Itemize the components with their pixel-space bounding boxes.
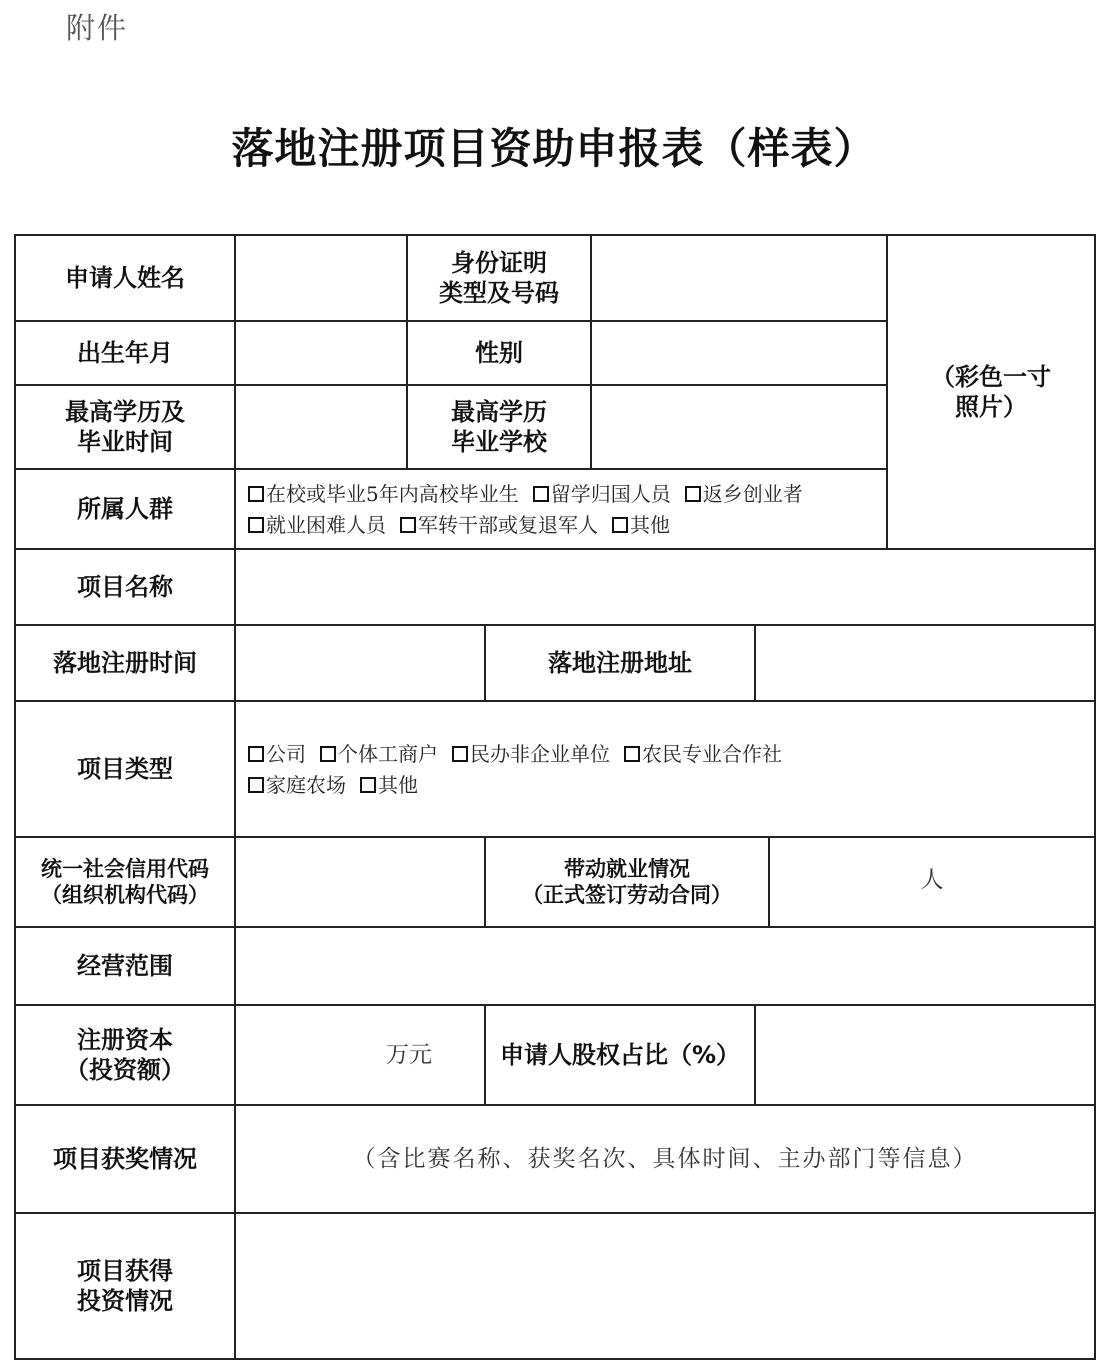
checkbox-icon bbox=[248, 746, 264, 762]
group-option-returnee[interactable]: 留学归国人员 bbox=[533, 479, 671, 509]
group-option-other[interactable]: 其他 bbox=[612, 510, 670, 540]
employment-unit: 人 bbox=[920, 867, 944, 893]
gender-label: 性别 bbox=[475, 339, 523, 367]
reg-time-field[interactable] bbox=[236, 626, 484, 700]
checkbox-icon bbox=[248, 486, 264, 502]
applicant-name-label: 申请人姓名 bbox=[65, 264, 185, 292]
checkbox-icon bbox=[624, 746, 640, 762]
project-name-label: 项目名称 bbox=[77, 573, 173, 601]
investment-label: 项目获得 投资情况 bbox=[77, 1257, 173, 1315]
group-option-veteran[interactable]: 军转干部或复退军人 bbox=[400, 510, 598, 540]
reg-address-field[interactable] bbox=[756, 626, 1094, 700]
checkbox-icon bbox=[360, 777, 376, 793]
awards-hint: （含比赛名称、获奖名次、具体时间、主办部门等信息） bbox=[352, 1145, 978, 1172]
checkbox-icon bbox=[248, 777, 264, 793]
attachment-label: 附件 bbox=[66, 11, 129, 45]
employment-label: 带动就业情况 （正式签订劳动合同） bbox=[522, 856, 732, 907]
checkbox-icon bbox=[320, 746, 336, 762]
investment-field[interactable] bbox=[236, 1214, 1094, 1358]
reg-address-label: 落地注册地址 bbox=[548, 649, 692, 677]
photo-placeholder[interactable]: （彩色一寸 照片） bbox=[931, 363, 1051, 421]
checkbox-icon bbox=[612, 517, 628, 533]
type-option-family-farm[interactable]: 家庭农场 bbox=[248, 770, 346, 800]
employment-field[interactable] bbox=[770, 838, 1094, 926]
id-type-field[interactable] bbox=[592, 236, 886, 320]
capital-field[interactable] bbox=[236, 1006, 484, 1104]
gender-field[interactable] bbox=[592, 322, 886, 384]
checkbox-icon bbox=[248, 517, 264, 533]
project-type-label: 项目类型 bbox=[77, 755, 173, 783]
checkbox-icon bbox=[452, 746, 468, 762]
capital-unit: 万元 bbox=[386, 1041, 432, 1068]
type-option-other[interactable]: 其他 bbox=[360, 770, 418, 800]
checkbox-icon bbox=[400, 517, 416, 533]
group-option-rural-return[interactable]: 返乡创业者 bbox=[685, 479, 803, 509]
application-form bbox=[14, 234, 1096, 1360]
equity-label: 申请人股权占比（%） bbox=[499, 1041, 741, 1069]
id-type-label: 身份证明 类型及号码 bbox=[439, 249, 559, 307]
group-label: 所属人群 bbox=[77, 495, 173, 523]
school-label: 最高学历 毕业学校 bbox=[451, 398, 547, 456]
type-option-individual[interactable]: 个体工商户 bbox=[320, 739, 438, 769]
education-label: 最高学历及 毕业时间 bbox=[65, 398, 185, 456]
project-type-options bbox=[248, 739, 1088, 801]
page-title: 落地注册项目资助申报表（样表） bbox=[231, 124, 877, 173]
type-option-company[interactable]: 公司 bbox=[248, 739, 306, 769]
checkbox-icon bbox=[685, 486, 701, 502]
type-option-private-nonprofit[interactable]: 民办非企业单位 bbox=[452, 739, 610, 769]
birth-label: 出生年月 bbox=[77, 339, 173, 367]
credit-code-field[interactable] bbox=[236, 838, 484, 926]
credit-code-label: 统一社会信用代码 （组织机构代码） bbox=[41, 856, 209, 907]
project-name-field[interactable] bbox=[236, 550, 1094, 624]
business-scope-label: 经营范围 bbox=[77, 952, 173, 980]
school-field[interactable] bbox=[592, 386, 886, 468]
capital-label: 注册资本 （投资额） bbox=[65, 1026, 185, 1084]
awards-field[interactable] bbox=[236, 1106, 1094, 1212]
business-scope-field[interactable] bbox=[236, 928, 1094, 1004]
education-field[interactable] bbox=[236, 386, 406, 468]
type-option-cooperative[interactable]: 农民专业合作社 bbox=[624, 739, 782, 769]
birth-field[interactable] bbox=[236, 322, 406, 384]
group-options bbox=[248, 479, 884, 541]
reg-time-label: 落地注册时间 bbox=[53, 649, 197, 677]
equity-field[interactable] bbox=[756, 1006, 1094, 1104]
applicant-name-field[interactable] bbox=[236, 236, 406, 320]
awards-label: 项目获奖情况 bbox=[53, 1145, 197, 1173]
group-option-graduate[interactable]: 在校或毕业5年内高校毕业生 bbox=[248, 479, 519, 509]
group-option-hard-employment[interactable]: 就业困难人员 bbox=[248, 510, 386, 540]
checkbox-icon bbox=[533, 486, 549, 502]
